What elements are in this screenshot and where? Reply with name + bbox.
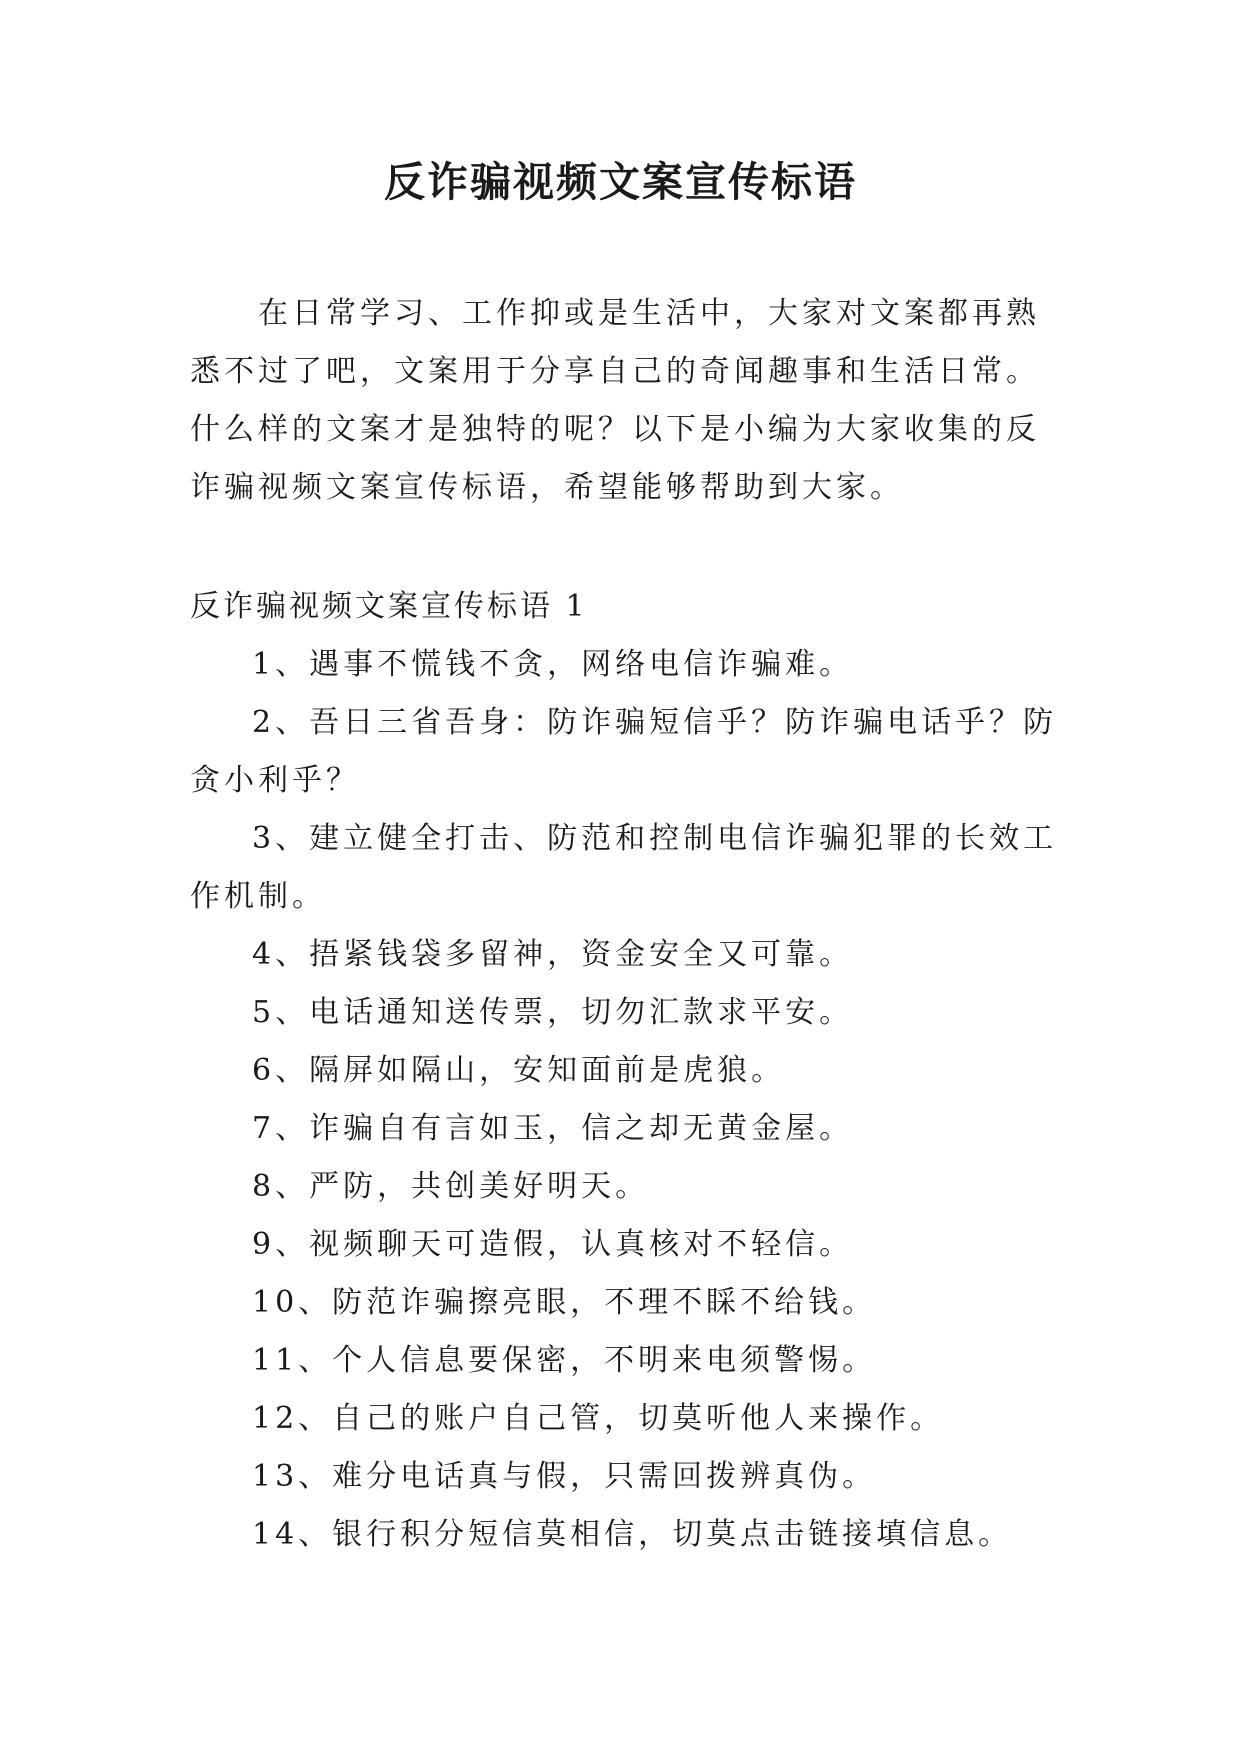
list-item: 9、视频聊天可造假，认真核对不轻信。	[252, 1227, 854, 1262]
section-heading: 反诈骗视频文案宣传标语 1	[190, 589, 588, 624]
intro-paragraph: 在日常学习、工作抑或是生活中，大家对文案都再熟悉不过了吧，文案用于分享自己的奇闻趣事和生活日常。什么样的文案才是独特的呢？以下是小编为大家收集的反诈骗视频文案宣传标语，希望能够帮助到大家。	[190, 296, 1040, 505]
document-title: 反诈骗视频文案宣传标语	[384, 158, 857, 206]
list-item: 14、银行积分短信莫相信，切莫点击链接填信息。	[252, 1517, 1013, 1552]
list-item: 13、难分电话真与假，只需回拨辨真伪。	[252, 1459, 877, 1494]
list-item: 3、建立健全打击、防范和控制电信诈骗犯罪的长效工作机制。	[190, 821, 1058, 914]
list-item: 8、严防，共创美好明天。	[252, 1169, 650, 1204]
list-item: 1、遇事不慌钱不贪，网络电信诈骗难。	[252, 647, 854, 682]
list-item: 6、隔屏如隔山，安知面前是虎狼。	[252, 1053, 786, 1088]
slogan-list	[190, 636, 1058, 1564]
list-item: 10、防范诈骗擦亮眼，不理不睬不给钱。	[252, 1285, 877, 1320]
list-item: 5、电话通知送传票，切勿汇款求平安。	[252, 995, 854, 1030]
list-item: 4、捂紧钱袋多留神，资金安全又可靠。	[252, 937, 854, 972]
list-item: 2、吾日三省吾身：防诈骗短信乎？防诈骗电话乎？防贪小利乎？	[190, 705, 1058, 798]
list-item: 7、诈骗自有言如玉，信之却无黄金屋。	[252, 1111, 854, 1146]
list-item: 11、个人信息要保密，不明来电须警惕。	[252, 1343, 877, 1378]
list-item: 12、自己的账户自己管，切莫听他人来操作。	[252, 1401, 945, 1436]
